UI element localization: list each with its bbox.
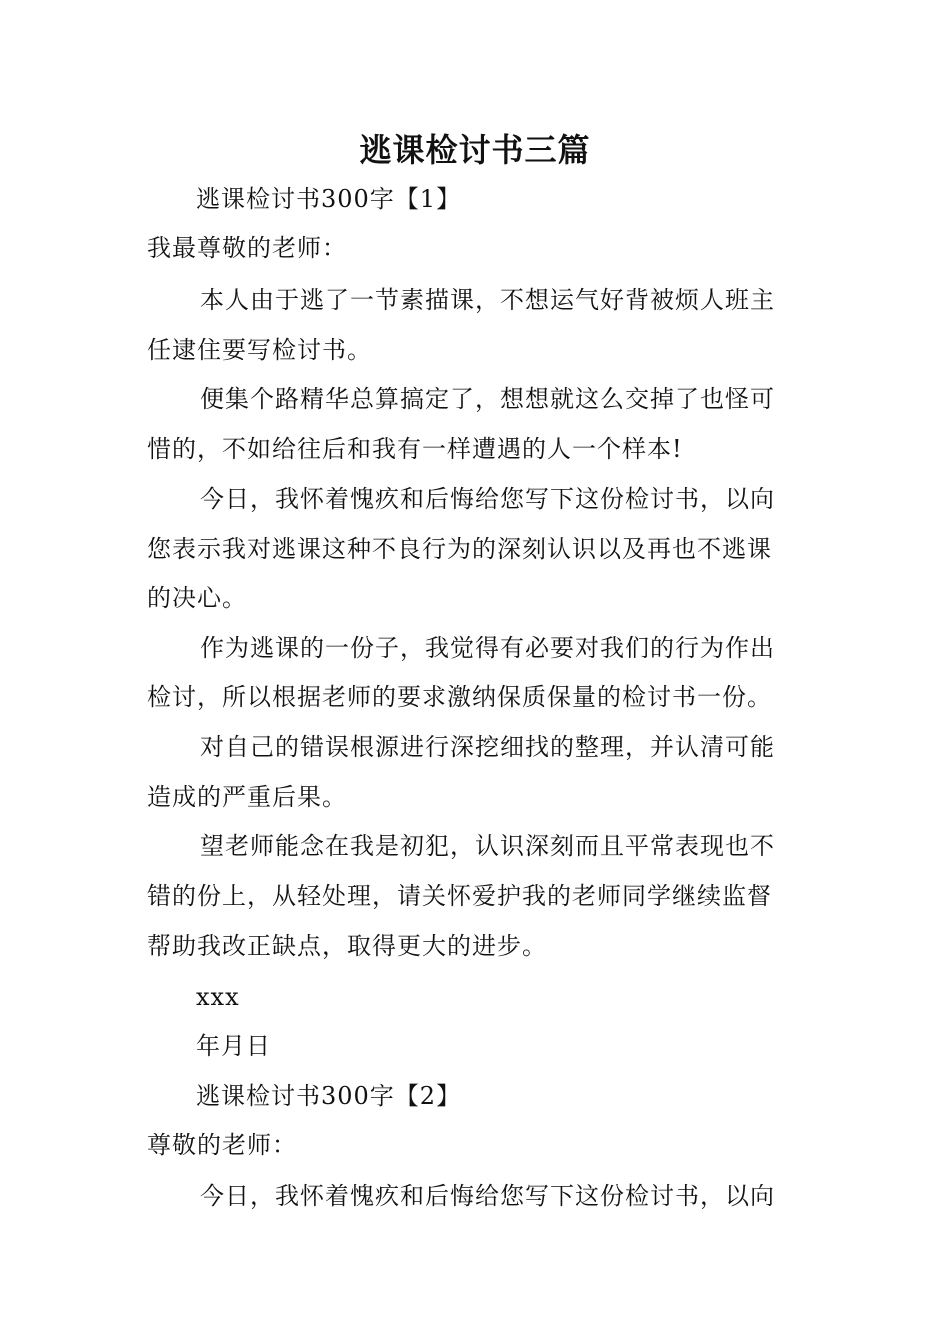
paragraph-line: 惜的，不如给往后和我有一样遭遇的人一个样本! [147, 435, 683, 463]
paragraph-line: 作为逃课的一份子，我觉得有必要对我们的行为作出 [200, 634, 775, 662]
section-heading-2: 逃课检讨书300字【2】 [196, 1082, 462, 1110]
salutation-2: 尊敬的老师： [147, 1131, 297, 1159]
paragraph-line: 今日，我怀着愧疚和后悔给您写下这份检讨书，以向 [200, 485, 775, 513]
paragraph-line: 任逮住要写检讨书。 [147, 336, 372, 364]
document-title: 逃课检讨书三篇 [359, 131, 591, 169]
paragraph-line: 错的份上，从轻处理，请关怀爱护我的老师同学继续监督 [147, 882, 772, 910]
salutation-1: 我最尊敬的老师： [147, 234, 347, 262]
date-line: 年月日 [196, 1032, 271, 1060]
paragraph-line: 您表示我对逃课这种不良行为的深刻认识以及再也不逃课 [147, 535, 772, 563]
paragraph-line: 本人由于逃了一节素描课，不想运气好背被烦人班主 [200, 286, 775, 314]
paragraph-line: 检讨，所以根据老师的要求激纳保质保量的检讨书一份。 [147, 683, 772, 711]
paragraph-line: 的决心。 [147, 584, 247, 612]
signature: xxx [196, 983, 240, 1011]
section-heading-1: 逃课检讨书300字【1】 [196, 185, 462, 213]
paragraph-line: 造成的严重后果。 [147, 783, 347, 811]
paragraph-line: 望老师能念在我是初犯，认识深刻而且平常表现也不 [200, 832, 775, 860]
paragraph-line: 便集个路精华总算搞定了，想想就这么交掉了也怪可 [200, 385, 775, 413]
paragraph-line: 帮助我改正缺点，取得更大的进步。 [147, 932, 547, 960]
paragraph-line: 对自己的错误根源进行深挖细找的整理，并认清可能 [200, 733, 775, 761]
paragraph-line: 今日，我怀着愧疚和后悔给您写下这份检讨书，以向 [200, 1182, 775, 1210]
